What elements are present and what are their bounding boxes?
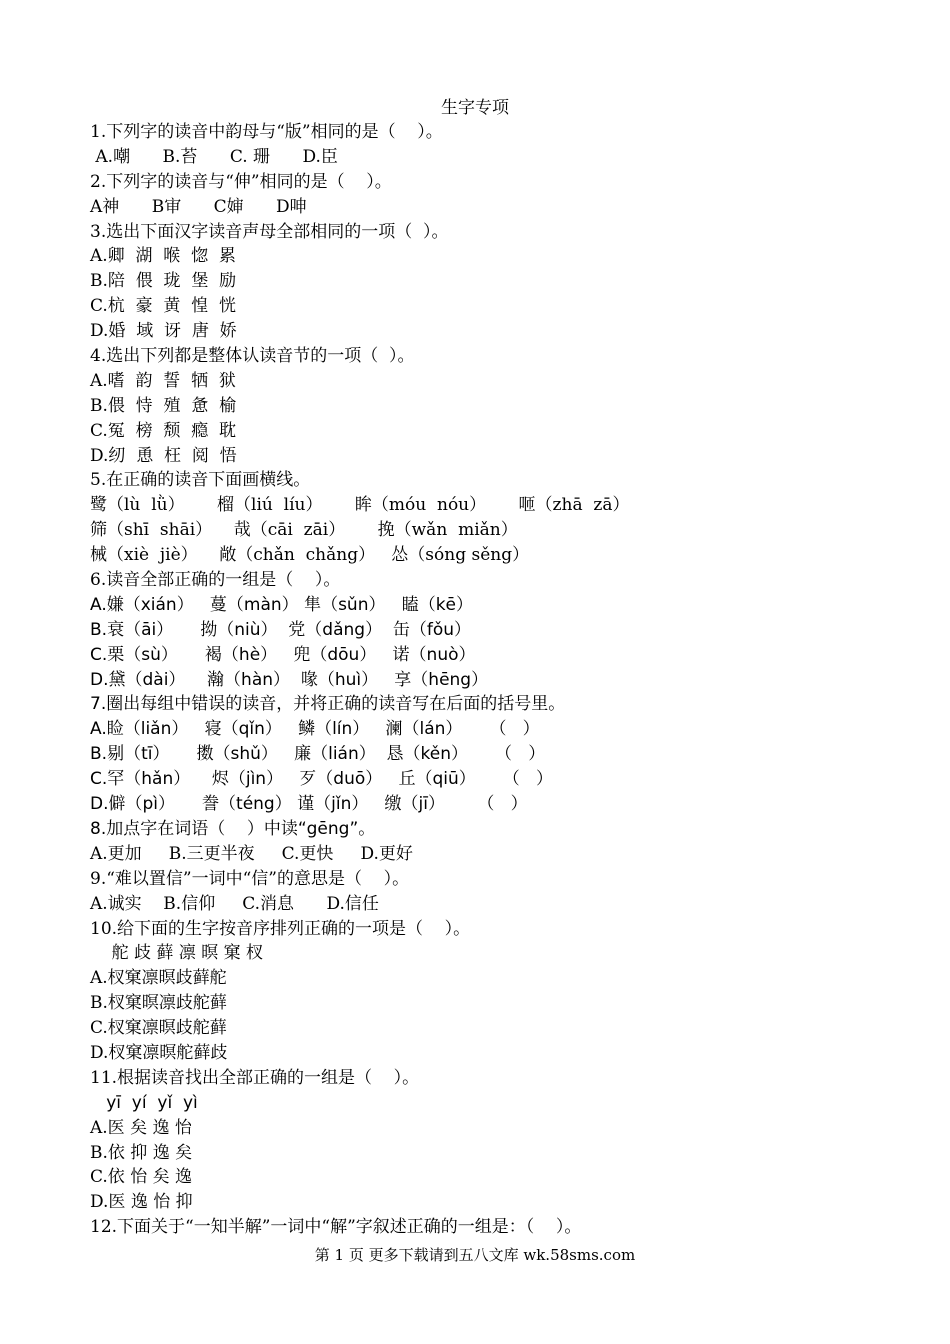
question-4-option-b: B.偎 恃 殖 惫 榆 (90, 395, 237, 416)
question-10-option-b: B.杈窠暝凛歧舵藓 (90, 993, 227, 1014)
question-12-prompt: 12.下面关于“一知半解”一词中“解”字叙述正确的一组是：（ ）。 (90, 1217, 582, 1238)
question-6-option-a: A.嫌（xián） 蔓（màn） 隼（sǔn） 瞌（kē） (90, 594, 473, 615)
question-10-characters: 舵 歧 藓 凛 暝 窠 杈 (90, 943, 264, 964)
question-10-option-a: A.杈窠凛暝歧藓舵 (90, 968, 227, 989)
question-8-prompt: 8.加点字在词语（ ）中读“gēng”。 (90, 818, 376, 839)
question-11-prompt: 11.根据读音找出全部正确的一组是（ ）。 (90, 1067, 420, 1088)
question-3-option-a: A.卿 湖 喉 惚 累 (90, 246, 236, 267)
question-4-prompt: 4.选出下列都是整体认读音节的一项（ ）。 (90, 346, 415, 367)
question-4-option-c: C.冤 榜 颓 瘾 耽 (90, 420, 237, 441)
question-7-prompt: 7.圈出每组中错误的读音，并将正确的读音写在后面的括号里。 (90, 694, 566, 715)
question-4-option-d: D.纫 恿 枉 阅 悟 (90, 445, 237, 466)
question-11-option-a: A.医 矣 逸 怡 (90, 1117, 192, 1138)
question-11-option-b: B.依 抑 逸 矣 (90, 1142, 193, 1163)
question-7-option-b: B.剔（tī） 擞（shǔ） 廉（lián） 恳（kěn） （ ） (90, 744, 546, 765)
question-6-option-c: C.栗（sù） 褐（hè） 兜（dōu） 诺（nuò） (90, 644, 476, 665)
question-11-option-c: C.依 怡 矣 逸 (90, 1167, 193, 1188)
question-5-prompt: 5.在正确的读音下面画横线。 (90, 470, 311, 491)
question-body (90, 120, 910, 1240)
question-11-option-d: D.医 逸 怡 抑 (90, 1192, 193, 1213)
question-5-row-3: 械（xiè jiè） 敞（chǎn chǎng） 怂（sóng sěng） (90, 545, 530, 566)
question-10-prompt: 10.给下面的生字按音序排列正确的一项是（ ）。 (90, 918, 471, 939)
question-8-options: A.更加 B.三更半夜 C.更快 D.更好 (90, 843, 413, 864)
question-10-option-d: D.杈窠凛暝舵藓歧 (90, 1042, 228, 1063)
question-1-prompt: 1.下列字的读音中韵母与“版”相同的是（ ）。 (90, 122, 443, 142)
question-5-row-2: 筛（shī shāi） 哉（cāi zāi） 挽（wǎn miǎn） (90, 520, 518, 541)
question-9-options: A.诚实 B.信仰 C.消息 D.信任 (90, 893, 379, 914)
question-1-options: A.嘲 B.苔 C. 珊 D.臣 (90, 146, 338, 167)
page-footer: 第 1 页 更多下载请到五八文库 wk.58sms.com (314, 1246, 636, 1264)
question-5-row-1: 鹭（lù lǜ） 榴（liú líu） 眸（móu nóu） 咂（zhā zā） (90, 495, 630, 516)
question-2-prompt: 2.下列字的读音与“伸”相同的是（ ）。 (90, 171, 392, 192)
question-11-pinyin: yī yí yǐ yì (90, 1092, 198, 1113)
question-3-option-c: C.杭 豪 黄 惶 恍 (90, 296, 237, 317)
question-4-option-a: A.嗜 韵 誓 牺 狱 (90, 370, 236, 391)
question-6-option-d: D.黛（dài） 瀚（hàn） 喙（huì） 享（hēng） (90, 669, 489, 690)
question-2-options: A神 B审 C婶 D呻 (90, 196, 307, 217)
question-9-prompt: 9.“难以置信”一词中“信”的意思是（ ）。 (90, 868, 410, 889)
question-6-prompt: 6.读音全部正确的一组是（ ）。 (90, 570, 341, 591)
question-6-option-b: B.衰（āi） 拗（niù） 党（dǎng） 缶（fǒu） (90, 619, 472, 640)
question-7-option-d: D.僻（pì） 誊（téng） 谨（jǐn） 缴（jī） （ ） (90, 794, 528, 815)
page-title: 生字专项 (441, 98, 509, 118)
question-10-option-c: C.杈窠凛暝歧舵藓 (90, 1018, 227, 1039)
question-7-option-c: C.罕（hǎn） 烬（jìn） 歹（duō） 丘（qiū） （ ） (90, 769, 553, 790)
question-3-prompt: 3.选出下面汉字读音声母全部相同的一项（ ）。 (90, 221, 449, 242)
question-3-option-d: D.婚 域 讶 唐 娇 (90, 321, 237, 342)
question-3-option-b: B.陪 偎 珑 堡 励 (90, 271, 237, 292)
question-7-option-a: A.睑（liǎn） 寝（qǐn） 鳞（lín） 澜（lán） （ ） (90, 719, 540, 740)
